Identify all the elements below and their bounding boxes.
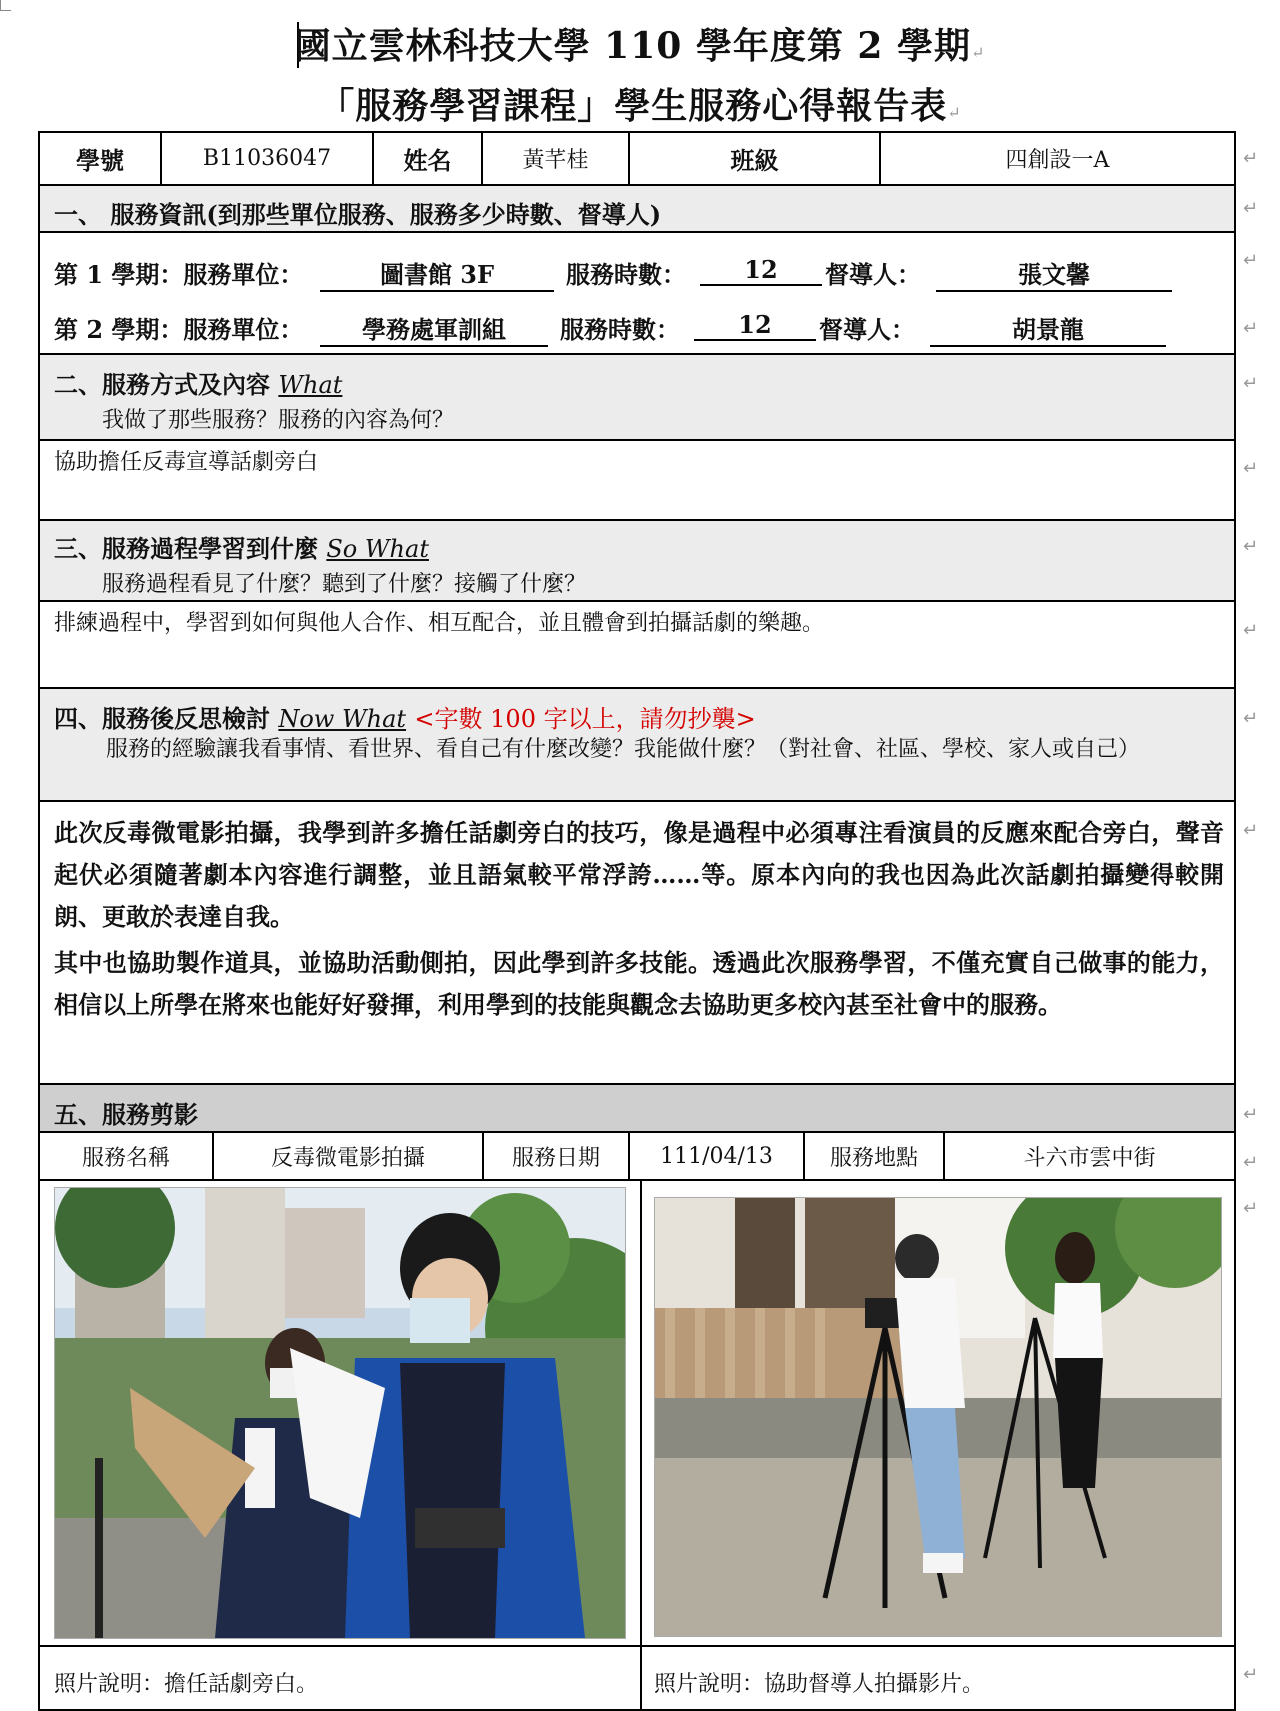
section4-heading-row <box>40 689 1234 802</box>
page-corner-mark <box>0 0 11 11</box>
paragraph-mark: ↵ <box>1243 198 1259 219</box>
section2-answer: 協助擔任反毒宣導話劇旁白 <box>54 450 319 475</box>
section4-heading: 四、服務後反思檢討 Now What <字數 100 字以上，請勿抄襲> <box>54 704 756 733</box>
document-title-line2: 「服務學習課程」學生服務心得報告表↵ <box>318 85 962 127</box>
section2-answer-row <box>40 441 1234 521</box>
paragraph-mark: ↵ <box>1243 373 1259 394</box>
photos-row <box>40 1181 1234 1647</box>
section3-question: 服務過程看見了什麼？聽到了什麼？接觸了什麼？ <box>102 572 587 597</box>
sem1-hours: 12 <box>700 255 822 286</box>
section5-heading: 五、服務剪影 <box>54 1100 198 1129</box>
photo-caption-1: 照片說明：擔任話劇旁白。 <box>54 1672 319 1697</box>
photo-filming <box>654 1197 1222 1637</box>
paragraph-mark: ↵ <box>1243 318 1259 339</box>
class-value: 四創設一A <box>879 133 1234 184</box>
paragraph-mark: ↵ <box>1243 820 1259 841</box>
service-date-label: 服務日期 <box>482 1133 628 1179</box>
section3-answer-row <box>40 602 1234 689</box>
sem2-supervisor: 胡景龍 <box>930 310 1166 347</box>
section4-paragraph1: 此次反毒微電影拍攝，我學到許多擔任話劇旁白的技巧，像是過程中必須專注看演員的反應來配合旁白，聲音起伏必須隨著劇本內容進行調整，並且語氣較平常浮誇……等。原本內向的我也因為此次話劇拍攝變得較開朗、更敢於表達自我。 <box>54 818 1224 931</box>
paragraph-mark: ↵ <box>1243 1104 1259 1125</box>
service-date-value: 111/04/13 <box>628 1133 803 1179</box>
section3-answer: 排練過程中，學習到如何與他人合作、相互配合，並且體會到拍攝話劇的樂趣。 <box>54 611 825 636</box>
paragraph-mark: ↵ <box>1243 1198 1259 1219</box>
sem2-unit: 學務處軍訓組 <box>320 310 548 347</box>
sem2-hours: 12 <box>694 310 816 341</box>
section2-heading-row <box>40 355 1234 441</box>
section4-answer-row <box>40 802 1234 1085</box>
report-table <box>38 131 1236 1711</box>
paragraph-mark: ↵ <box>1243 458 1259 479</box>
section1-body <box>40 233 1234 355</box>
section1-heading: 一、 服務資訊(到那些單位服務、服務多少時數、督導人) <box>54 200 662 229</box>
sem1-supervisor: 張文馨 <box>936 255 1172 292</box>
service-name-value: 反毒微電影拍攝 <box>212 1133 482 1179</box>
paragraph-mark: ↵ <box>1243 620 1259 641</box>
service-place-value: 斗六市雲中街 <box>943 1133 1234 1179</box>
service-place-label: 服務地點 <box>803 1133 943 1179</box>
section4-paragraph2: 其中也協助製作道具，並協助活動側拍，因此學到許多技能。透過此次服務學習，不僅充實自己做事的能力，相信以上所學在將來也能好好發揮，利用學到的技能與觀念去協助更多校內甚至社會中的服務。 <box>54 948 1224 1019</box>
photo-caption-2: 照片說明：協助督導人拍攝影片。 <box>654 1672 985 1697</box>
paragraph-mark: ↵ <box>1243 1152 1259 1173</box>
class-label: 班級 <box>628 133 879 184</box>
service-name-label: 服務名稱 <box>81 1145 170 1171</box>
sem1-supervisor-label: 督導人： <box>825 260 921 289</box>
sem2-label: 第 2 學期：服務單位： <box>54 315 304 344</box>
student-id-value: B11036047 <box>160 133 372 184</box>
sem2-supervisor-label: 督導人： <box>819 315 915 344</box>
paragraph-mark: ↵ <box>1243 250 1259 271</box>
service-info-row <box>40 1133 1234 1181</box>
sem1-label: 第 1 學期：服務單位： <box>54 260 304 289</box>
photo-narration <box>54 1187 626 1639</box>
section2-question: 我做了那些服務？服務的內容為何？ <box>102 408 455 433</box>
section2-heading: 二、服務方式及內容 What <box>54 370 343 399</box>
paragraph-mark: ↵ <box>1243 536 1259 557</box>
section3-heading-row <box>40 521 1234 602</box>
section4-question: 服務的經驗讓我看事情、看世界、看自己有什麼改變？我能做什麼？（對社會、社區、學校、家人或自己） <box>106 737 1141 762</box>
section5-heading-row <box>40 1085 1234 1133</box>
paragraph-mark: ↵ <box>1243 148 1259 169</box>
paragraph-mark: ↵ <box>1243 1664 1259 1685</box>
sem2-hours-label: 服務時數： <box>560 315 680 344</box>
student-name-value: 黃芊桂 <box>481 133 628 184</box>
section3-heading: 三、服務過程學習到什麼 So What <box>54 534 429 563</box>
document-title-line1: 國立雲林科技大學 110 學年度第 2 學期↵ <box>294 25 986 67</box>
sem1-unit: 圖書館 3F <box>320 255 554 292</box>
student-name-label: 姓名 <box>372 133 481 184</box>
section1-heading-row <box>40 186 1234 233</box>
student-info-row <box>40 133 1234 186</box>
captions-row <box>40 1647 1234 1709</box>
paragraph-mark: ↵ <box>1243 708 1259 729</box>
student-id-label: 學號 <box>76 146 124 175</box>
sem1-hours-label: 服務時數： <box>566 260 686 289</box>
